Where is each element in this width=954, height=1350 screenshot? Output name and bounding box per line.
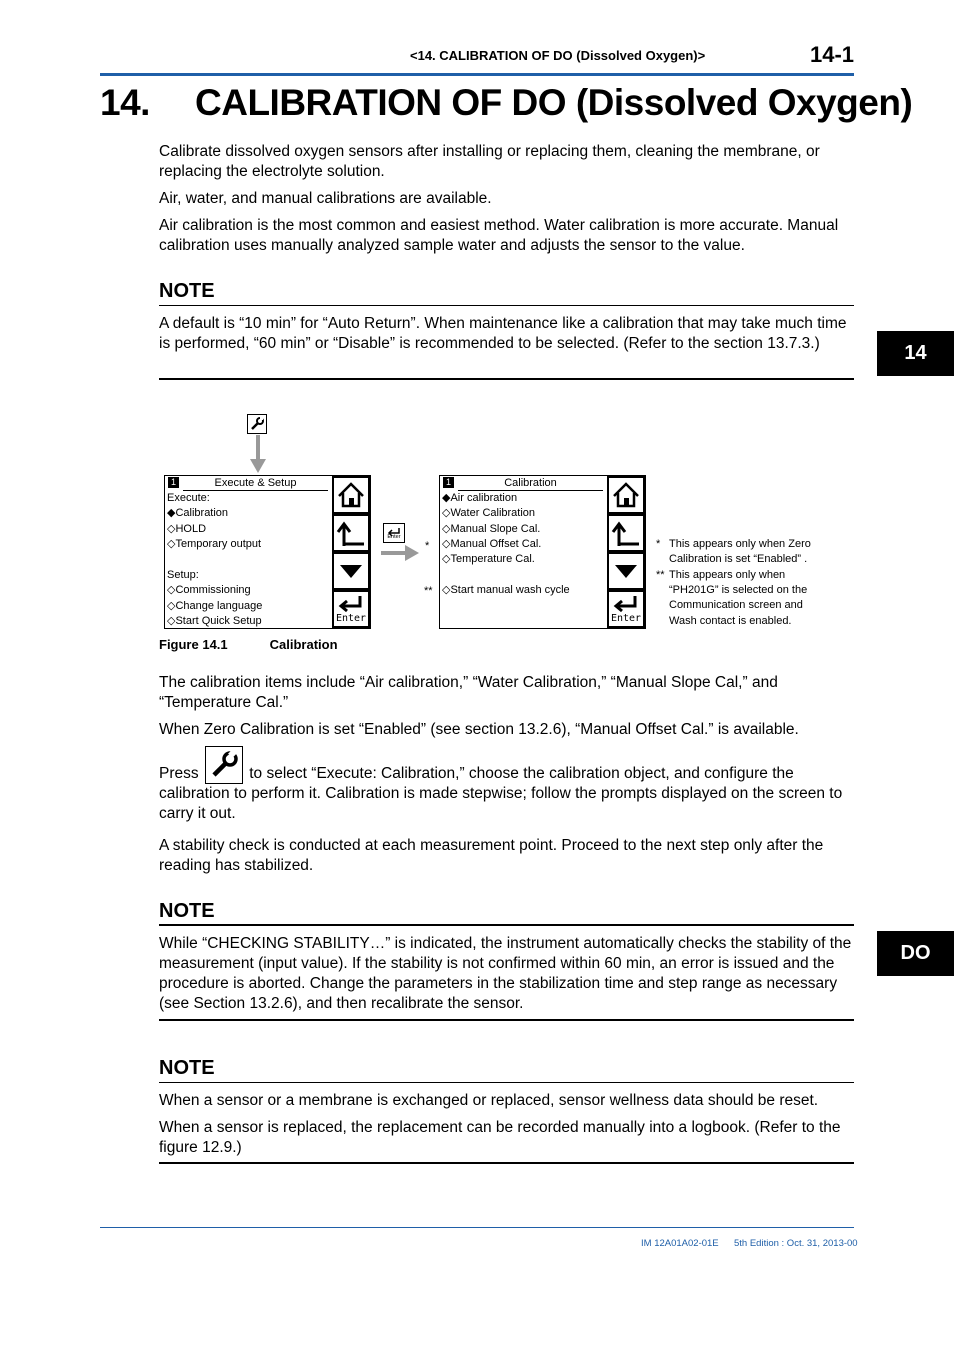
note-text: While “CHECKING STABILITY…” is indicated, the instrument automatically checks the stability of the measurement (input value). If the stability is not confirmed within 60 min, an error is issued and the procedure is aborted. Change the parameters in the stabilization time and step range as necessary (see Section 13.2.6), and then recalibrate the sensor. bbox=[159, 935, 852, 1012]
footnote-mark: ** bbox=[424, 585, 433, 597]
edition-info: 5th Edition : Oct. 31, 2013-00 bbox=[734, 1238, 858, 1249]
note-rule bbox=[159, 924, 854, 926]
note-text: When a sensor is replaced, the replacement can be recorded manually into a logbook. (Refer to the figure 12.9.) bbox=[159, 1119, 841, 1156]
menu-item-temperature-cal[interactable]: ◇Temperature Cal. bbox=[442, 553, 535, 565]
note-rule bbox=[159, 305, 854, 306]
wrench-key-icon[interactable] bbox=[205, 746, 243, 784]
enter-button[interactable] bbox=[607, 590, 645, 628]
menu-item-temporary-output[interactable]: ◇Temporary output bbox=[167, 538, 262, 550]
chapter-title bbox=[100, 82, 912, 124]
menu-item-manual-offset-cal[interactable]: ◇Manual Offset Cal. bbox=[442, 538, 542, 550]
intro-paragraph: Air, water, and manual calibrations are available. bbox=[159, 190, 492, 207]
note-text: When a sensor or a membrane is exchanged or replaced, sensor wellness data should be reset. bbox=[159, 1092, 819, 1109]
menu-item-commissioning[interactable]: ◇Commissioning bbox=[167, 584, 251, 596]
screen-line: Execute: bbox=[167, 492, 210, 504]
chapter-title-text: CALIBRATION OF DO (Dissolved Oxygen) bbox=[195, 82, 913, 123]
footnote-mark: ** bbox=[656, 569, 665, 581]
running-header: <14. CALIBRATION OF DO (Dissolved Oxygen)> bbox=[410, 48, 706, 63]
right-arrow-icon bbox=[381, 543, 421, 563]
document-id: IM 12A01A02-01E bbox=[641, 1238, 719, 1249]
screen-header: Calibration bbox=[458, 476, 603, 491]
press-instruction bbox=[159, 746, 854, 824]
press-continuation: to select “Execute: Calibration,” choose the calibration object, and configure the calibration to perform it. Calibration is made stepwise; follow the prompts displayed on the screen to carry it out. bbox=[159, 765, 843, 822]
return-up-icon bbox=[334, 516, 368, 550]
execute-setup-screen bbox=[164, 475, 371, 629]
note-text: A default is “10 min” for “Auto Return”. When maintenance like a calibration that may take much time is performed, “60 min” or “Disable” is recommended to be selected. (Refer to the section 13.7.3.) bbox=[159, 315, 847, 352]
down-arrow-icon bbox=[248, 435, 268, 475]
footnote-line: This appears only when Zero bbox=[669, 538, 811, 550]
triangle-down-icon bbox=[334, 554, 368, 588]
calibration-screen bbox=[439, 475, 646, 629]
home-button[interactable] bbox=[332, 476, 370, 514]
intro-paragraph: Air calibration is the most common and easiest method. Water calibration is more accurate. Manual calibration uses manually analyzed sample water and adjusts the sensor to the value. bbox=[159, 217, 839, 254]
back-button[interactable] bbox=[332, 514, 370, 552]
body-paragraph: A stability check is conducted at each measurement point. Proceed to the next step only after the reading has stabilized. bbox=[159, 837, 824, 874]
wrench-key-icon[interactable] bbox=[247, 414, 267, 434]
figure-title: Calibration bbox=[269, 637, 338, 652]
figure-number: Figure 14.1 bbox=[159, 637, 228, 652]
footnote-line: Communication screen and bbox=[669, 599, 803, 611]
footer-rule bbox=[100, 1227, 854, 1228]
note-title: NOTE bbox=[159, 900, 215, 922]
screen-header: Execute & Setup bbox=[183, 476, 328, 491]
enter-key-icon[interactable] bbox=[383, 523, 405, 543]
menu-item-manual-slope-cal[interactable]: ◇Manual Slope Cal. bbox=[442, 523, 541, 535]
chapter-number: 14. bbox=[100, 82, 150, 123]
footnote-mark: * bbox=[656, 538, 661, 550]
menu-item-air-calibration[interactable]: ◆Air calibration bbox=[442, 492, 518, 504]
footnote-line: This appears only when bbox=[669, 569, 786, 581]
figure-caption bbox=[159, 637, 338, 652]
enter-button[interactable] bbox=[332, 590, 370, 628]
note-end-rule bbox=[159, 1162, 854, 1164]
note-title: NOTE bbox=[159, 1057, 215, 1079]
back-button[interactable] bbox=[607, 514, 645, 552]
press-text: Press bbox=[159, 765, 199, 782]
intro-paragraph: Calibrate dissolved oxygen sensors after installing or replacing them, cleaning the membrane, or replacing the electrolyte solution. bbox=[159, 143, 820, 180]
triangle-down-icon bbox=[609, 554, 643, 588]
note-end-rule bbox=[159, 1019, 854, 1021]
chapter-tab[interactable]: 14 bbox=[877, 331, 954, 376]
home-icon bbox=[609, 478, 643, 512]
menu-item-hold[interactable]: ◇HOLD bbox=[167, 523, 207, 535]
enter-label: Enter bbox=[610, 612, 642, 624]
footnote-line: Wash contact is enabled. bbox=[669, 615, 792, 627]
menu-item-change-language[interactable]: ◇Change language bbox=[167, 600, 263, 612]
footnote-line: Calibration is set “Enabled” . bbox=[669, 553, 808, 565]
header-rule bbox=[100, 73, 854, 76]
footnote-mark: * bbox=[425, 540, 430, 552]
screen-line: Setup: bbox=[167, 569, 199, 581]
enter-label: Enter bbox=[335, 612, 367, 624]
screen-number-badge: 1 bbox=[168, 477, 179, 488]
note-title: NOTE bbox=[159, 280, 215, 302]
body-paragraph: When Zero Calibration is set “Enabled” (see section 13.2.6), “Manual Offset Cal.” is available. bbox=[159, 721, 799, 738]
enter-key-label: Enter bbox=[387, 534, 401, 540]
page-number: 14-1 bbox=[810, 42, 855, 67]
screen-number-badge: 1 bbox=[443, 477, 454, 488]
return-up-icon bbox=[609, 516, 643, 550]
note-rule bbox=[159, 1082, 854, 1083]
home-button[interactable] bbox=[607, 476, 645, 514]
menu-item-water-calibration[interactable]: ◇Water Calibration bbox=[442, 507, 536, 519]
body-paragraph: The calibration items include “Air calibration,” “Water Calibration,” “Manual Slope Cal,” and “Temperature Cal.” bbox=[159, 674, 778, 711]
down-button[interactable] bbox=[332, 552, 370, 590]
menu-item-calibration[interactable]: ◆Calibration bbox=[167, 507, 229, 519]
note-end-rule bbox=[159, 378, 854, 380]
down-button[interactable] bbox=[607, 552, 645, 590]
home-icon bbox=[334, 478, 368, 512]
menu-item-start-quick-setup[interactable]: ◇Start Quick Setup bbox=[167, 615, 262, 627]
section-tab-do[interactable]: DO bbox=[877, 931, 954, 976]
menu-item-start-manual-wash[interactable]: ◇Start manual wash cycle bbox=[442, 584, 570, 596]
footnote-line: “PH201G” is selected on the bbox=[669, 584, 808, 596]
